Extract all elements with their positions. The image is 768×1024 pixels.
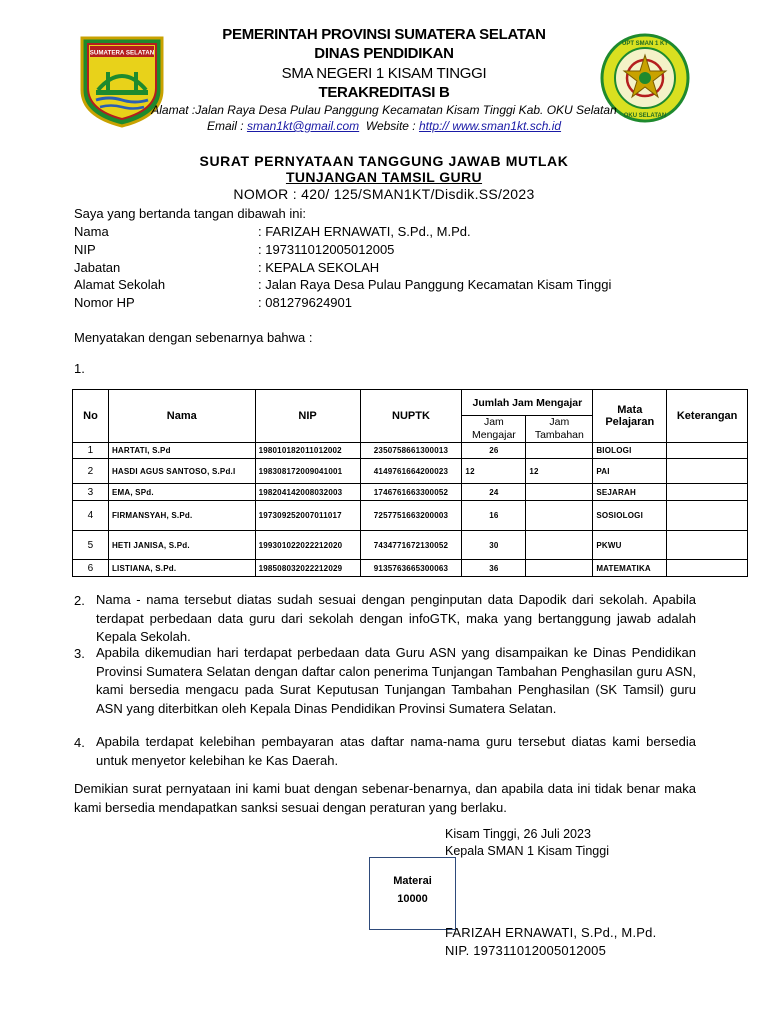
cell-nuptk: 1746761663300052 <box>360 484 462 501</box>
government-name: PEMERINTAH PROVINSI SUMATERA SELATAN <box>222 26 546 43</box>
cell-nuptk: 7434771672130052 <box>360 531 462 560</box>
document-subtitle: TUNJANGAN TAMSIL GURU <box>285 169 483 185</box>
materai-stamp-box <box>369 857 456 930</box>
cell-ket <box>667 560 748 577</box>
email-label: Email : <box>206 119 247 133</box>
cell-ket <box>667 501 748 531</box>
cell-no: 5 <box>73 531 109 560</box>
header-jam-mengajar: Jam Mengajar <box>462 416 526 443</box>
cell-jam-tambahan <box>526 484 593 501</box>
cell-nama: EMA, SPd. <box>108 484 255 501</box>
cell-mapel: PAI <box>593 459 667 484</box>
identity-value-nama: : FARIZAH ERNAWATI, S.Pd., M.Pd. <box>258 224 471 239</box>
signer-position: Kepala SMAN 1 Kisam Tinggi <box>445 844 609 858</box>
cell-jam-mengajar: 24 <box>462 484 526 501</box>
place-date: Kisam Tinggi, 26 Juli 2023 <box>445 827 591 841</box>
cell-nama: HASDI AGUS SANTOSO, S.Pd.I <box>108 459 255 484</box>
cell-jam-mengajar: 36 <box>462 560 526 577</box>
table-row <box>73 443 748 459</box>
table-row <box>73 501 748 531</box>
statement-text: Menyatakan dengan sebenarnya bahwa : <box>74 330 313 345</box>
point-2-number: 2. <box>74 593 85 608</box>
cell-nama: LISTIANA, S.Pd. <box>108 560 255 577</box>
cell-no: 6 <box>73 560 109 577</box>
svg-text:OKU SELATAN: OKU SELATAN <box>623 113 667 119</box>
cell-nip: 198308172009041001 <box>255 459 360 484</box>
letterhead <box>0 22 768 142</box>
point-3-text: Apabila dikemudian hari terdapat perbedaan data Guru ASN yang disampaikan ke Dinas Pendidikan Provinsi Sumatera Selatan dengan daftar calon penerima Tunjangan Tambahan Penghasilan guru ASN, kami bersedia mengacu pada Surat Keputusan Tunjangan Tambahan Penghasilan (SK Tamsil) guru ASN yang diterbitkan oleh Kepala Dinas Pendidikan Provinsi Sumatera Selatan. <box>96 645 696 716</box>
cell-nama: HETI JANISA, S.Pd. <box>108 531 255 560</box>
table-row <box>73 560 748 577</box>
cell-jam-tambahan <box>526 501 593 531</box>
cell-nip: 198204142008032003 <box>255 484 360 501</box>
teacher-table <box>72 389 748 577</box>
cell-mapel: PKWU <box>593 531 667 560</box>
cell-jam-mengajar: 16 <box>462 501 526 531</box>
cell-mapel: SEJARAH <box>593 484 667 501</box>
stamp-label: Materai <box>393 875 432 887</box>
table-row <box>73 459 748 484</box>
cell-nuptk: 9135763665300063 <box>360 560 462 577</box>
identity-label-alamat: Alamat Sekolah <box>74 277 166 292</box>
contact-line <box>0 119 768 133</box>
document-title: SURAT PERNYATAAN TANGGUNG JAWAB MUTLAK <box>199 153 569 169</box>
cell-no: 4 <box>73 501 109 531</box>
email-link[interactable]: sman1kt@gmail.com <box>246 119 360 133</box>
cell-nuptk: 7257751663200003 <box>360 501 462 531</box>
identity-value-jabatan: : KEPALA SEKOLAH <box>258 260 380 275</box>
signer-name: FARIZAH ERNAWATI, S.Pd., M.Pd. <box>445 925 657 940</box>
identity-value-hp: : 081279624901 <box>258 295 352 310</box>
svg-text:UPT SMAN 1 KT: UPT SMAN 1 KT <box>621 41 669 47</box>
emblem-text: SUMATERA SELATAN <box>89 49 155 57</box>
cell-ket <box>667 531 748 560</box>
closing-text: Demikian surat pernyataan ini kami buat dengan sebenar-benarnya, dan apabila data ini tidak benar maka kami bersedia mendapatkan sanksi sesuai dengan peraturan yang berlaku. <box>74 781 696 815</box>
identity-label-nama: Nama <box>74 224 109 239</box>
intro-text: Saya yang bertanda tangan dibawah ini: <box>74 206 307 221</box>
table-row <box>73 484 748 501</box>
cell-mapel: SOSIOLOGI <box>593 501 667 531</box>
cell-jam-mengajar: 26 <box>462 443 526 459</box>
header-no: No <box>73 390 109 443</box>
cell-nip: 198508032022212029 <box>255 560 360 577</box>
website-link[interactable]: http:// www.sman1kt.sch.id <box>418 119 562 133</box>
header-mata-pelajaran: Mata Pelajaran <box>593 390 667 443</box>
table-row <box>73 531 748 560</box>
cell-nama: FIRMANSYAH, S.Pd. <box>108 501 255 531</box>
website-label: Website : <box>359 119 419 133</box>
cell-jam-mengajar: 30 <box>462 531 526 560</box>
cell-jam-tambahan <box>526 443 593 459</box>
cell-ket <box>667 443 748 459</box>
identity-value-alamat: : Jalan Raya Desa Pulau Panggung Kecamatan Kisam Tinggi <box>258 277 612 292</box>
cell-nip: 197309252007011017 <box>255 501 360 531</box>
cell-no: 2 <box>73 459 109 484</box>
school-address: Alamat :Jalan Raya Desa Pulau Panggung Kecamatan Kisam Tinggi Kab. OKU Selatan <box>151 103 617 117</box>
header-nuptk: NUPTK <box>360 390 462 443</box>
cell-nip: 199301022022212020 <box>255 531 360 560</box>
cell-nuptk: 2350758661300013 <box>360 443 462 459</box>
identity-label-nip: NIP <box>74 242 96 257</box>
point-3-number: 3. <box>74 646 85 661</box>
header-jam-tambahan: Jam Tambahan <box>526 416 593 443</box>
signer-nip: NIP. 197311012005012005 <box>445 943 606 958</box>
header-keterangan: Keterangan <box>667 390 748 443</box>
cell-nuptk: 4149761664200023 <box>360 459 462 484</box>
header-jumlah-jam: Jumlah Jam Mengajar <box>462 390 593 416</box>
cell-ket <box>667 484 748 501</box>
cell-no: 3 <box>73 484 109 501</box>
cell-mapel: MATEMATIKA <box>593 560 667 577</box>
identity-label-jabatan: Jabatan <box>74 260 121 275</box>
header-nip: NIP <box>255 390 360 443</box>
point-1-number: 1. <box>74 361 85 376</box>
accreditation: TERAKREDITASI B <box>318 84 450 101</box>
cell-mapel: BIOLOGI <box>593 443 667 459</box>
header-nama: Nama <box>108 390 255 443</box>
cell-jam-tambahan: 12 <box>526 459 593 484</box>
cell-nama: HARTATI, S.Pd <box>108 443 255 459</box>
stamp-value: 10000 <box>397 893 428 905</box>
identity-value-nip: : 197311012005012005 <box>258 242 395 257</box>
cell-jam-tambahan <box>526 560 593 577</box>
point-4-number: 4. <box>74 735 85 750</box>
agency-name: DINAS PENDIDIKAN <box>314 45 454 62</box>
point-4-text: Apabila terdapat kelebihan pembayaran atas daftar nama-nama guru tersebut diatas kami bersedia untuk menyetor kelebihan ke Kas Daerah. <box>96 734 696 768</box>
identity-label-hp: Nomor HP <box>74 295 135 310</box>
school-name: SMA NEGERI 1 KISAM TINGGI <box>281 65 487 82</box>
cell-no: 1 <box>73 443 109 459</box>
document-number: NOMOR : 420/ 125/SMAN1KT/Disdik.SS/2023 <box>233 186 535 202</box>
point-2-text: Nama - nama tersebut diatas sudah sesuai dengan penginputan data Dapodik dari sekolah. Apabila terdapat perbedaan data guru dari sekolah dengan infoGTK, maka yang bertanggung jawab adalah Kepala Sekolah. <box>96 592 696 644</box>
cell-jam-mengajar: 12 <box>462 459 526 484</box>
cell-ket <box>667 459 748 484</box>
cell-nip: 198010182011012002 <box>255 443 360 459</box>
cell-jam-tambahan <box>526 531 593 560</box>
